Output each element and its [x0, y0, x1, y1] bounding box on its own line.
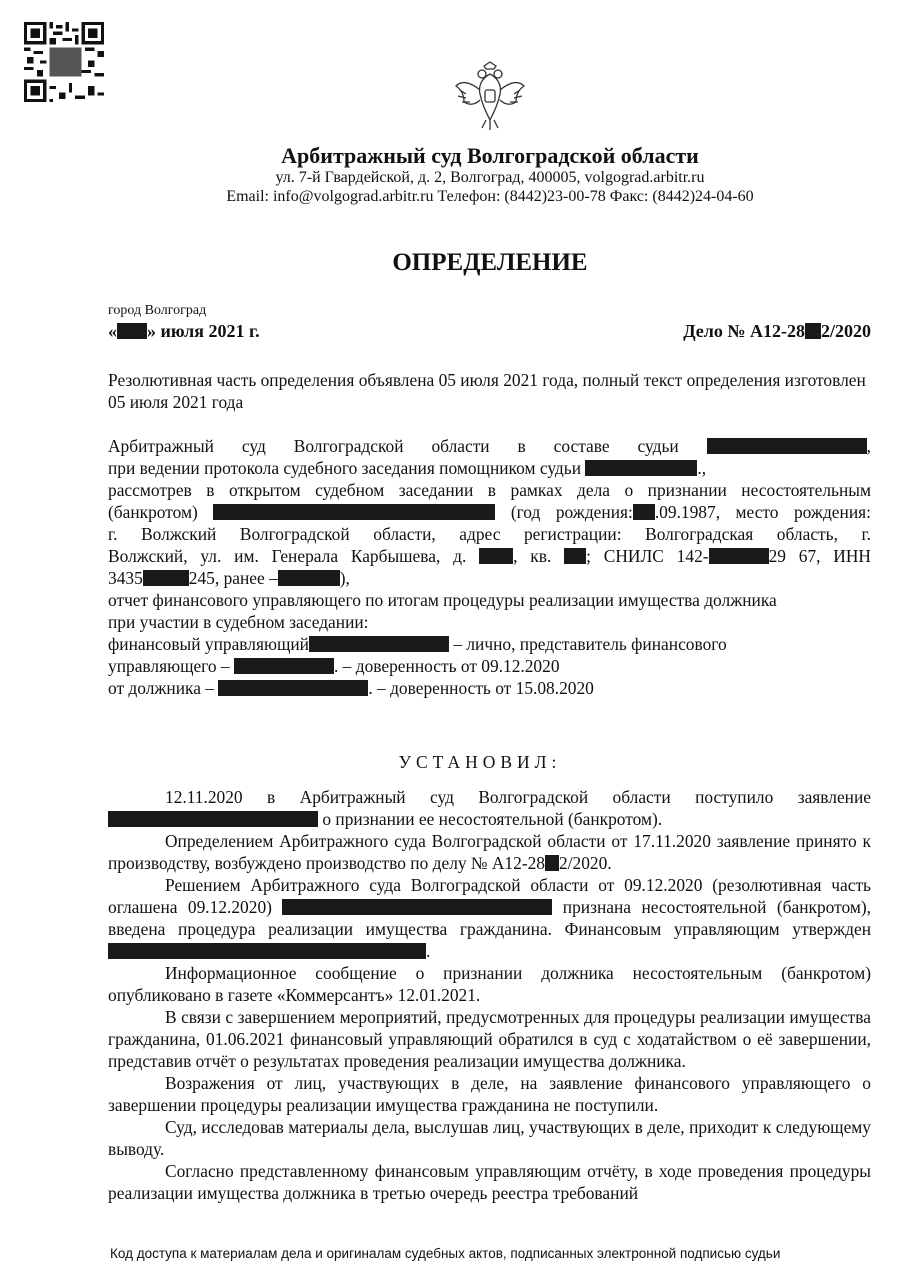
paragraph-6: Возражения от лиц, участвующих в деле, на заявление финансового управляющего о завершении процедуры реализации имущества гражданина не поступили.: [108, 1073, 871, 1115]
redaction-mark: [282, 899, 552, 915]
city: город Волгоград: [108, 303, 207, 318]
redaction-mark: [213, 504, 495, 520]
intro-line-11: управляющего – . – доверенность от 09.12.2020: [108, 656, 560, 676]
established-body: [108, 786, 871, 1204]
intro-line-6: Волжский, ул. им. Генерала Карбышева, д. , кв. ; СНИЛС 142- 29 67, ИНН: [108, 546, 871, 566]
court-contacts: Email: info@volgograd.arbitr.ru Телефон: (8442)23-00-78 Факс: (8442)24-04-60: [226, 188, 754, 205]
redaction-mark: [309, 636, 449, 652]
intro-line-8: отчет финансового управляющего по итогам процедуры реализации имущества должника: [108, 590, 777, 610]
intro-line-10: финансовый управляющий – лично, представитель финансового: [108, 634, 727, 654]
announcement-paragraph: Резолютивная часть определения объявлена 05 июля 2021 года, полный текст определения изготовлен 05 июля 2021 года: [108, 370, 866, 412]
redaction-mark: [564, 548, 586, 564]
redaction-mark: [709, 548, 769, 564]
redaction-mark: [707, 438, 867, 454]
redaction-mark: [633, 504, 655, 520]
paragraph-3: Решением Арбитражного суда Волгоградской области от 09.12.2020 (резолютивная часть оглашена 09.12.2020) признана несостоятельной (банкротом), введена процедура реализации имущества гражданина. Финансовым управляющим утвержден .: [108, 875, 872, 961]
intro-line-7: 3435 245, ранее – ),: [108, 568, 350, 588]
paragraph-5: В связи с завершением мероприятий, предусмотренных для процедуры реализации имущества гражданина, 01.06.2021 финансовый управляющий обратился в суд с ходатайством о её завершении, представив отчёт о результатах проведения реализации имущества должника.: [108, 1007, 871, 1071]
intro-line-12: от должника – . – доверенность от 15.08.2020: [108, 678, 594, 698]
redaction-mark: [479, 548, 513, 564]
paragraph-4: Информационное сообщение о признании должника несостоятельным (банкротом) опубликовано в газете «Коммерсантъ» 12.01.2021.: [108, 963, 871, 1005]
document-date: « » июля 2021 г.: [108, 321, 260, 341]
paragraph-1: 12.11.2020 в Арбитражный суд Волгоградской области поступило заявление о признании ее несостоятельной (банкротом).: [108, 786, 871, 830]
redaction-mark: [143, 570, 189, 586]
redaction-mark: [234, 658, 334, 674]
intro-line-2: при ведении протокола судебного заседания помощником судьи .,: [108, 458, 707, 478]
redaction-mark: [117, 323, 147, 339]
paragraph-8: Согласно представленному финансовым управляющим отчёту, в ходе проведения процедуры реализации имущества должника в третью очередь реестра требований: [108, 1161, 871, 1203]
intro-line-5: г. Волжский Волгоградской области, адрес регистрации: Волгоградская область, г.: [108, 524, 871, 544]
redaction-mark: [805, 323, 821, 339]
double-headed-eagle-emblem-icon: [452, 60, 528, 132]
redaction-mark: [545, 855, 559, 871]
established-heading: УСТАНОВИЛ:: [398, 752, 562, 772]
redaction-mark: [108, 811, 318, 827]
redaction-mark: [108, 943, 426, 959]
redaction-mark: [585, 460, 697, 476]
intro-line-1: Арбитражный суд Волгоградской области в составе судьи ,: [108, 436, 871, 456]
document-title: ОПРЕДЕЛЕНИЕ: [392, 249, 588, 276]
paragraph-2: Определением Арбитражного суда Волгоградской области от 17.11.2020 заявление принято к производству, возбуждено производство по делу № А12-28 2/2020.: [108, 831, 871, 873]
intro-line-4: (банкротом) (год рождения: .09.1987, место рождения:: [108, 502, 871, 522]
intro-line-3: рассмотрев в открытом судебном заседании в рамках дела о признании несостоятельным: [108, 480, 871, 500]
case-number: Дело № А12-28 2/2020: [683, 321, 871, 341]
court-name: Арбитражный суд Волгоградской области: [281, 143, 699, 168]
qr-code-icon: [24, 22, 104, 102]
footer-note: Код доступа к материалам дела и оригиналам судебных актов, подписанных электронной подписью судьи: [110, 1246, 781, 1261]
intro-block: [108, 435, 871, 699]
redaction-mark: [278, 570, 340, 586]
court-address: ул. 7-й Гвардейской, д. 2, Волгоград, 400005, volgograd.arbitr.ru: [275, 169, 705, 186]
redaction-mark: [218, 680, 368, 696]
paragraph-7: Суд, исследовав материалы дела, выслушав лиц, участвующих в деле, приходит к следующему выводу.: [108, 1117, 871, 1159]
intro-line-9: при участии в судебном заседании:: [108, 612, 369, 632]
